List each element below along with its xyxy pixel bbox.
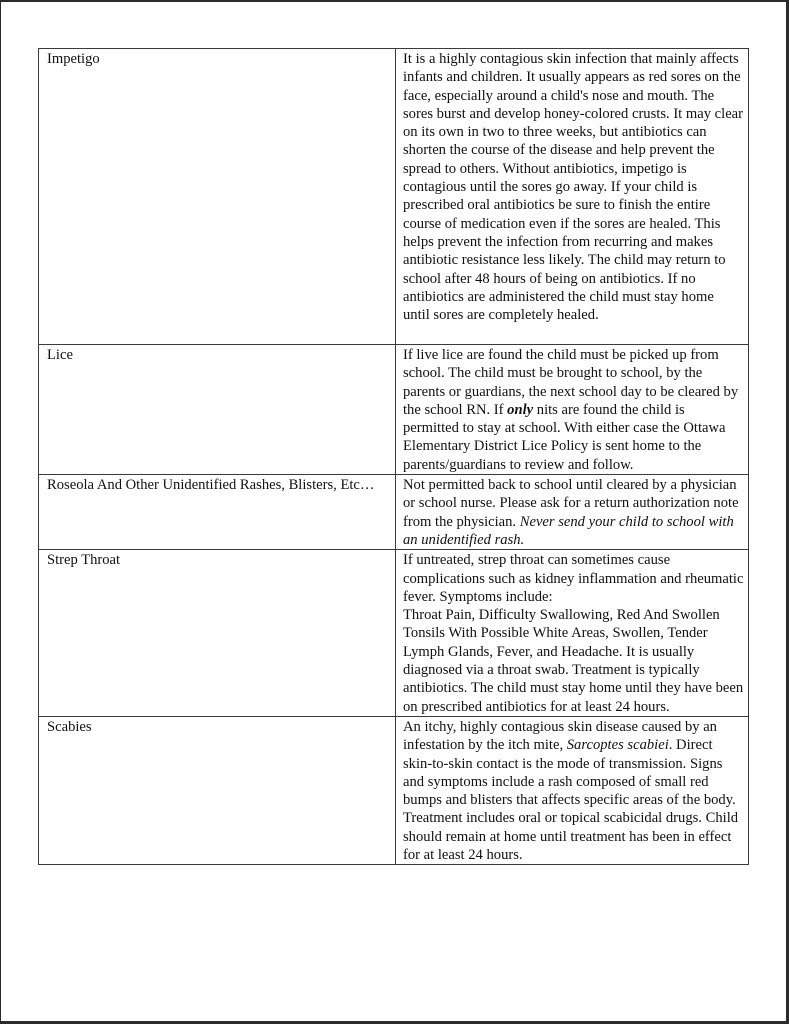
policy-cell <box>396 345 749 475</box>
policy-text: It is a highly contagious skin infection that mainly affects infants and children. It usually appears as red sores on the face, especially around a child's nose and mouth. The sores burst and develop honey-colored crusts. It may clear on its own in two to three weeks, but antibiotics can shorten the course of the disease and help prevent the spread to others. Without antibiotics, impetigo is contagious until the sores go away. If your child is prescribed oral antibiotics be sure to finish the entire course of medication even if the sores are healed. This helps prevent the infection from recurring and makes antibiotic resistance less likely. The child may return to school after 48 hours of being on antibiotics. If no antibiotics are administered the child must stay home until sores are completely healed. <box>403 51 744 324</box>
condition-name: Roseola And Other Unidentified Rashes, Blisters, Etc… <box>47 477 375 494</box>
condition-name: Strep Throat <box>47 552 121 569</box>
policy-cell <box>396 716 749 864</box>
policy-warning: Never send your child to school with an unidentified rash. <box>403 513 734 548</box>
policy-text: . Direct skin-to-skin contact is the mode of transmission. Signs and symptoms include a rash composed of small red bumps and blisters that affects specific areas of the body. Treatment includes oral or topical scabicidal drugs. Child should remain at home until treatment has been in effect for at least 24 hours. <box>403 737 739 864</box>
policy-emphasis: only <box>507 401 534 418</box>
species-name: Sarcoptes scabiei <box>566 737 669 754</box>
condition-cell <box>39 345 396 475</box>
policy-cell <box>396 550 749 717</box>
policy-text: If untreated, strep throat can sometimes cause complications such as kidney inflammation and rheumatic fever. Symptoms include: <box>403 552 744 605</box>
table-row-roseola <box>39 475 749 550</box>
condition-cell <box>39 716 396 864</box>
condition-cell <box>39 550 396 717</box>
document-page <box>1 2 786 1021</box>
policy-text: An itchy, highly contagious skin disease caused by an infestation by the itch mite, <box>403 718 717 754</box>
policy-symptoms: Throat Pain, Difficulty Swallowing, Red And Swollen Tonsils With Possible White Areas, Swollen, Tender Lymph Glands, Fever, and Headache. It is usually diagnosed via a throat swab. Treatment is typically antibiotics. The child must stay home until they have been on prescribed antibiotics for at least 24 hours. <box>403 607 744 715</box>
condition-name: Impetigo <box>47 51 100 67</box>
table-row-scabies <box>39 716 749 864</box>
table-row-strep-throat <box>39 550 749 717</box>
policy-text: nits are found the child is permitted to stay at school. With either case the Ottawa Elementary District Lice Policy is sent home to the parents/guardians to review and follow. <box>403 401 726 473</box>
condition-name: Scabies <box>47 718 92 735</box>
table-row-lice <box>39 345 749 475</box>
policy-cell <box>396 49 749 345</box>
table-row-impetigo <box>39 49 749 345</box>
condition-cell <box>39 475 396 550</box>
condition-name: Lice <box>47 347 73 363</box>
illness-policy-table <box>38 48 749 865</box>
policy-text: If live lice are found the child must be picked up from school. The child must be brought to school, by the parents or guardians, the next school day to be cleared by the school RN. If <box>403 347 739 418</box>
condition-cell <box>39 49 396 345</box>
policy-text: Not permitted back to school until cleared by a physician or school nurse. Please ask for a return authorization note from the physician. <box>403 477 739 530</box>
policy-cell <box>396 475 749 550</box>
